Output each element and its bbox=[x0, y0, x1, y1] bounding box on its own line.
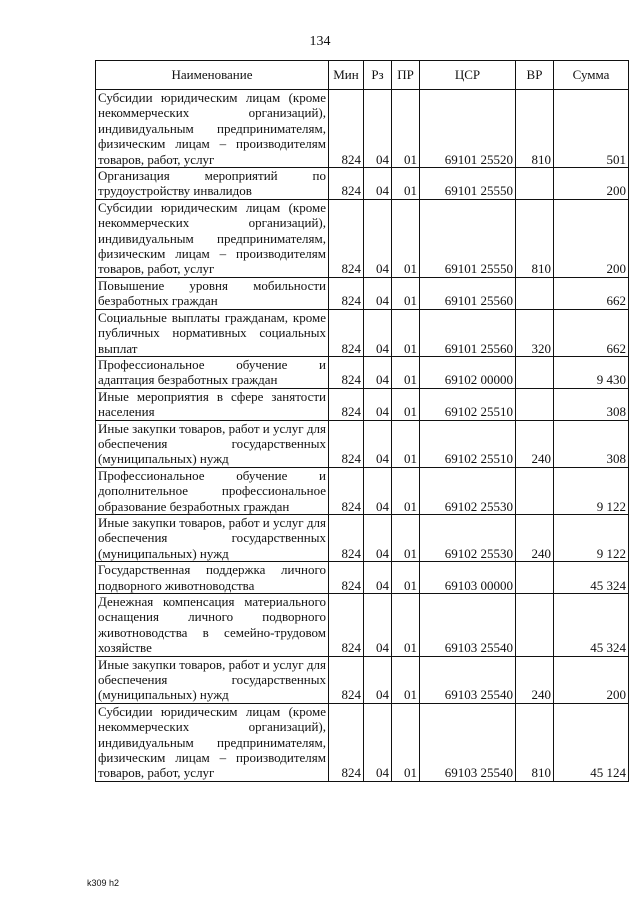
row-min: 824 bbox=[329, 514, 364, 561]
header-name: Наименование bbox=[96, 61, 329, 90]
row-sum: 200 bbox=[554, 168, 629, 200]
row-rz: 04 bbox=[364, 309, 392, 356]
row-min: 824 bbox=[329, 703, 364, 781]
row-vr bbox=[516, 467, 554, 514]
table-body bbox=[96, 90, 629, 782]
row-min: 824 bbox=[329, 168, 364, 200]
row-vr: 810 bbox=[516, 703, 554, 781]
row-sum: 200 bbox=[554, 656, 629, 703]
row-sum: 662 bbox=[554, 309, 629, 356]
table-header-row bbox=[96, 61, 629, 90]
row-vr: 240 bbox=[516, 514, 554, 561]
row-min: 824 bbox=[329, 388, 364, 420]
row-name: Профессиональное обучение и адаптация безработных граждан bbox=[96, 356, 329, 388]
row-rz: 04 bbox=[364, 168, 392, 200]
row-min: 824 bbox=[329, 356, 364, 388]
row-pr: 01 bbox=[392, 562, 420, 594]
table-row bbox=[96, 388, 629, 420]
row-name: Организация мероприятий по трудоустройству инвалидов bbox=[96, 168, 329, 200]
header-sum: Сумма bbox=[554, 61, 629, 90]
header-csr: ЦСР bbox=[420, 61, 516, 90]
table-row bbox=[96, 656, 629, 703]
header-rz: Рз bbox=[364, 61, 392, 90]
row-sum: 501 bbox=[554, 90, 629, 168]
table-row bbox=[96, 562, 629, 594]
row-name: Иные закупки товаров, работ и услуг для обеспечения государственных (муниципальных) нужд bbox=[96, 420, 329, 467]
row-rz: 04 bbox=[364, 199, 392, 277]
row-min: 824 bbox=[329, 309, 364, 356]
row-pr: 01 bbox=[392, 168, 420, 200]
table-row bbox=[96, 168, 629, 200]
row-name: Субсидии юридическим лицам (кроме некоммерческих организаций), индивидуальным предпринимателям, физическим лицам – производителям товаров, работ, услуг bbox=[96, 703, 329, 781]
row-sum: 308 bbox=[554, 388, 629, 420]
row-pr: 01 bbox=[392, 420, 420, 467]
row-csr: 69101 25550 bbox=[420, 199, 516, 277]
row-name: Профессиональное обучение и дополнительное профессиональное образование безработных граждан bbox=[96, 467, 329, 514]
table-row bbox=[96, 467, 629, 514]
row-sum: 9 430 bbox=[554, 356, 629, 388]
row-sum: 45 324 bbox=[554, 594, 629, 657]
row-csr: 69101 25550 bbox=[420, 168, 516, 200]
row-sum: 45 124 bbox=[554, 703, 629, 781]
row-rz: 04 bbox=[364, 356, 392, 388]
row-csr: 69103 00000 bbox=[420, 562, 516, 594]
row-name: Субсидии юридическим лицам (кроме некоммерческих организаций), индивидуальным предпринимателям, физическим лицам – производителям товаров, работ, услуг bbox=[96, 90, 329, 168]
table-row bbox=[96, 420, 629, 467]
footer-code: k309 h2 bbox=[87, 878, 120, 888]
row-rz: 04 bbox=[364, 656, 392, 703]
table-row bbox=[96, 594, 629, 657]
row-name: Субсидии юридическим лицам (кроме некоммерческих организаций), индивидуальным предпринимателям, физическим лицам – производителям товаров, работ, услуг bbox=[96, 199, 329, 277]
row-name: Государственная поддержка личного подворного животноводства bbox=[96, 562, 329, 594]
row-csr: 69103 25540 bbox=[420, 594, 516, 657]
row-pr: 01 bbox=[392, 594, 420, 657]
row-pr: 01 bbox=[392, 514, 420, 561]
row-min: 824 bbox=[329, 562, 364, 594]
row-sum: 9 122 bbox=[554, 514, 629, 561]
row-rz: 04 bbox=[364, 467, 392, 514]
row-vr bbox=[516, 277, 554, 309]
row-pr: 01 bbox=[392, 356, 420, 388]
table-row bbox=[96, 514, 629, 561]
table-row bbox=[96, 703, 629, 781]
row-csr: 69102 25510 bbox=[420, 388, 516, 420]
row-rz: 04 bbox=[364, 703, 392, 781]
row-pr: 01 bbox=[392, 277, 420, 309]
row-vr: 240 bbox=[516, 420, 554, 467]
row-name: Иные мероприятия в сфере занятости населения bbox=[96, 388, 329, 420]
row-pr: 01 bbox=[392, 309, 420, 356]
row-vr: 240 bbox=[516, 656, 554, 703]
row-vr: 810 bbox=[516, 90, 554, 168]
row-csr: 69103 25540 bbox=[420, 703, 516, 781]
row-rz: 04 bbox=[364, 562, 392, 594]
row-min: 824 bbox=[329, 594, 364, 657]
row-rz: 04 bbox=[364, 90, 392, 168]
row-name: Денежная компенсация материального оснащения личного подворного животноводства в семейно-трудовом хозяйстве bbox=[96, 594, 329, 657]
row-min: 824 bbox=[329, 199, 364, 277]
row-vr bbox=[516, 562, 554, 594]
row-csr: 69102 25510 bbox=[420, 420, 516, 467]
table-row bbox=[96, 356, 629, 388]
row-vr bbox=[516, 388, 554, 420]
table-row bbox=[96, 277, 629, 309]
header-min: Мин bbox=[329, 61, 364, 90]
row-sum: 308 bbox=[554, 420, 629, 467]
row-csr: 69101 25560 bbox=[420, 309, 516, 356]
row-sum: 200 bbox=[554, 199, 629, 277]
row-sum: 45 324 bbox=[554, 562, 629, 594]
row-pr: 01 bbox=[392, 199, 420, 277]
table-row bbox=[96, 199, 629, 277]
row-name: Иные закупки товаров, работ и услуг для обеспечения государственных (муниципальных) нужд bbox=[96, 656, 329, 703]
budget-table bbox=[95, 60, 629, 782]
row-min: 824 bbox=[329, 90, 364, 168]
row-pr: 01 bbox=[392, 90, 420, 168]
row-min: 824 bbox=[329, 277, 364, 309]
row-name: Повышение уровня мобильности безработных граждан bbox=[96, 277, 329, 309]
row-pr: 01 bbox=[392, 388, 420, 420]
row-name: Социальные выплаты гражданам, кроме публичных нормативных социальных выплат bbox=[96, 309, 329, 356]
row-rz: 04 bbox=[364, 420, 392, 467]
row-csr: 69102 25530 bbox=[420, 514, 516, 561]
row-pr: 01 bbox=[392, 467, 420, 514]
row-vr bbox=[516, 594, 554, 657]
row-name: Иные закупки товаров, работ и услуг для обеспечения государственных (муниципальных) нужд bbox=[96, 514, 329, 561]
row-min: 824 bbox=[329, 467, 364, 514]
table-row bbox=[96, 309, 629, 356]
row-pr: 01 bbox=[392, 703, 420, 781]
row-rz: 04 bbox=[364, 514, 392, 561]
row-csr: 69102 00000 bbox=[420, 356, 516, 388]
row-vr bbox=[516, 356, 554, 388]
row-vr: 320 bbox=[516, 309, 554, 356]
row-rz: 04 bbox=[364, 594, 392, 657]
row-csr: 69101 25520 bbox=[420, 90, 516, 168]
table-row bbox=[96, 90, 629, 168]
row-min: 824 bbox=[329, 420, 364, 467]
row-rz: 04 bbox=[364, 277, 392, 309]
row-pr: 01 bbox=[392, 656, 420, 703]
row-vr bbox=[516, 168, 554, 200]
row-sum: 662 bbox=[554, 277, 629, 309]
header-pr: ПР bbox=[392, 61, 420, 90]
row-csr: 69101 25560 bbox=[420, 277, 516, 309]
row-vr: 810 bbox=[516, 199, 554, 277]
row-csr: 69103 25540 bbox=[420, 656, 516, 703]
row-csr: 69102 25530 bbox=[420, 467, 516, 514]
row-min: 824 bbox=[329, 656, 364, 703]
row-rz: 04 bbox=[364, 388, 392, 420]
header-vr: ВР bbox=[516, 61, 554, 90]
row-sum: 9 122 bbox=[554, 467, 629, 514]
page-number: 134 bbox=[309, 34, 331, 49]
